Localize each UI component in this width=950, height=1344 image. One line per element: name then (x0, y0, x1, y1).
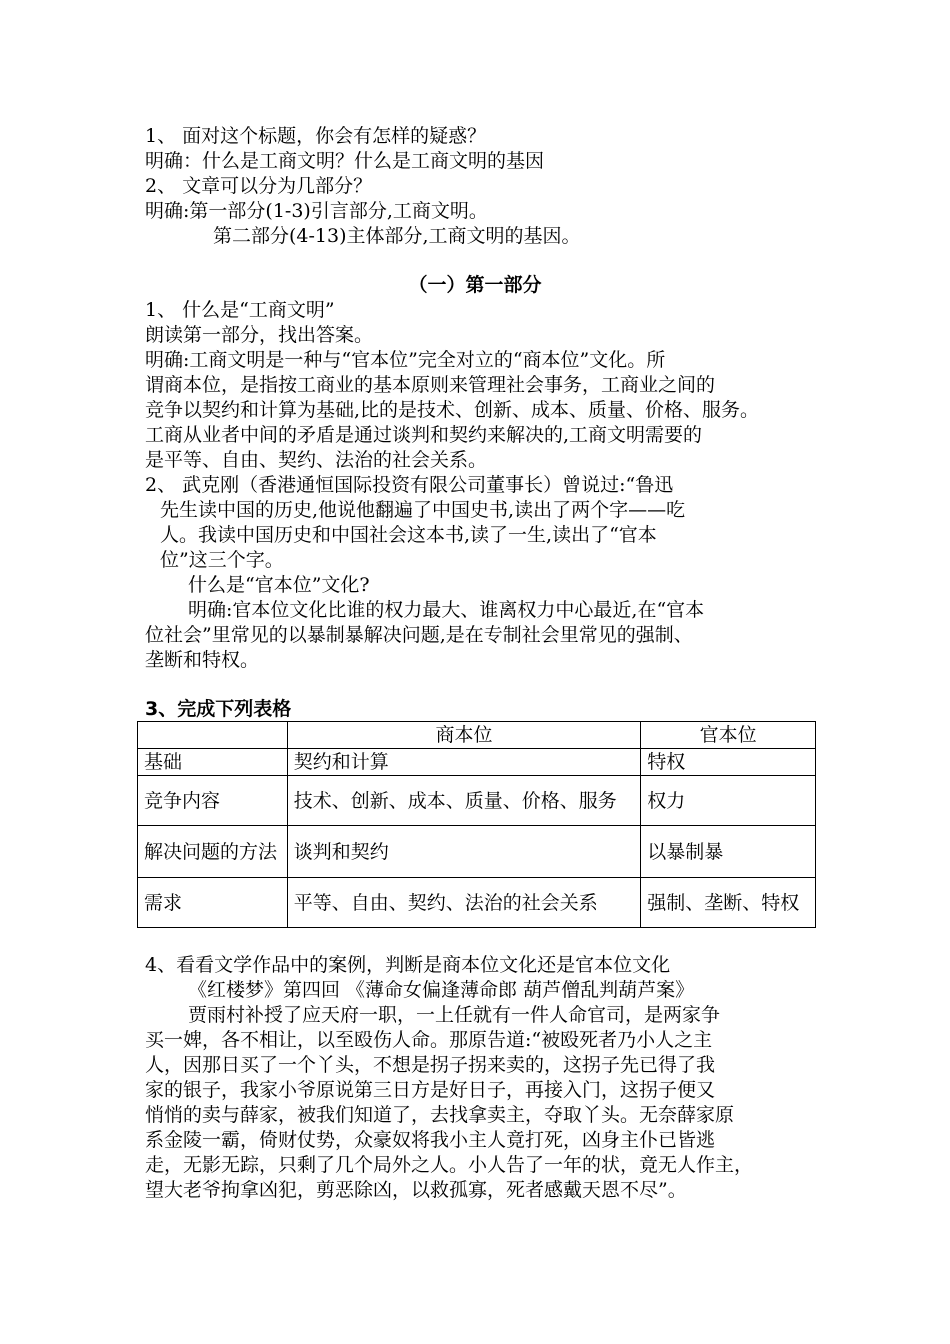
read-instruction: 朗读第一部分，找出答案。 (145, 324, 374, 346)
section-question-1: 1、 什么是“工商文明” (145, 299, 335, 321)
table-header-cell (138, 722, 288, 749)
literary-source: 《红楼梦》第四回 《薄命女偏逢薄命郎 葫芦僧乱判葫芦案》 (188, 979, 695, 1001)
answer-paragraph-line: 竞争以契约和计算为基础,比的是技术、创新、成本、质量、价格、服务。 (145, 399, 760, 421)
answer-paragraph-line: 谓商本位，是指按工商业的基本原则来管理社会事务，工商业之间的 (145, 374, 716, 396)
answer-paragraph-line: 工商从业者中间的矛盾是通过谈判和契约来解决的,工商文明需要的 (145, 424, 703, 446)
case-paragraph-line: 系金陵一霸，倚财仗势，众豪奴将我小主人竟打死，凶身主仆已皆逃 (145, 1129, 716, 1151)
table-cell: 契约和计算 (287, 749, 640, 776)
answer-1: 明确：什么是工商文明？什么是工商文明的基因 (145, 150, 545, 172)
case-paragraph-line: 买一婢，各不相让，以至殴伤人命。那原告道:“被殴死者乃小人之主 (145, 1029, 713, 1051)
table-title: 3、完成下列表格 (145, 698, 292, 720)
case-paragraph-line: 走，无影无踪，只剩了几个局外之人。小人告了一年的状，竟无人作主， (145, 1154, 754, 1176)
answer-2-part-1: 明确:第一部分(1-3)引言部分,工商文明。 (145, 200, 488, 222)
table-cell: 以暴制暴 (641, 826, 816, 878)
table-cell: 谈判和契约 (287, 826, 640, 878)
guanbenwei-question: 什么是“官本位”文化? (188, 574, 370, 596)
answer-paragraph-line: 是平等、自由、契约、法治的社会关系。 (145, 449, 488, 471)
table-cell: 基础 (138, 749, 288, 776)
answer-2-paragraph-line: 明确:官本位文化比谁的权力最大、谁离权力中心最近,在“官本 (188, 599, 705, 621)
table-cell: 平等、自由、契约、法治的社会关系 (287, 878, 640, 928)
table-row (138, 826, 816, 878)
answer-2-part-2: 第二部分(4-13)主体部分,工商文明的基因。 (213, 225, 581, 247)
table-header-row (138, 722, 816, 749)
answer-2-paragraph-line: 垄断和特权。 (145, 649, 260, 671)
table-cell: 解决问题的方法 (138, 826, 288, 878)
case-paragraph-line: 家的银子，我家小爷原说第三日方是好日子，再接入门，这拐子便又 (145, 1079, 716, 1101)
table-cell: 技术、创新、成本、质量、价格、服务 (287, 776, 640, 826)
case-paragraph-line: 悄悄的卖与薛家，被我们知道了，去找拿卖主，夺取丫头。无奈薛家原 (145, 1104, 735, 1126)
table-row (138, 749, 816, 776)
table-cell: 竞争内容 (138, 776, 288, 826)
comparison-table (137, 721, 816, 928)
table-cell: 权力 (641, 776, 816, 826)
table-cell: 需求 (138, 878, 288, 928)
table-header-cell: 官本位 (641, 722, 816, 749)
question-2: 2、 文章可以分为几部分？ (145, 175, 373, 197)
quote-paragraph-line: 2、 武克刚（香港通恒国际投资有限公司董事长）曾说过:“鲁迅 (145, 474, 674, 496)
quote-paragraph-line: 人。我读中国历史和中国社会这本书,读了一生,读出了“官本 (160, 524, 657, 546)
question-1: 1、 面对这个标题，你会有怎样的疑惑？ (145, 125, 487, 147)
table-cell: 强制、垄断、特权 (641, 878, 816, 928)
table-row (138, 776, 816, 826)
section-heading: （一）第一部分 (408, 274, 542, 296)
answer-paragraph-line: 明确:工商文明是一种与“官本位”完全对立的“商本位”文化。所 (145, 349, 666, 371)
case-paragraph-line: 望大老爷拘拿凶犯，剪恶除凶，以救孤寡，死者感戴天恩不尽”。 (145, 1179, 687, 1201)
quote-paragraph-line: 位”这三个字。 (160, 549, 284, 571)
table-cell: 特权 (641, 749, 816, 776)
case-paragraph-line: 贾雨村补授了应天府一职，一上任就有一件人命官司，是两家争 (188, 1004, 721, 1026)
answer-2-paragraph-line: 位社会”里常见的以暴制暴解决问题,是在专制社会里常见的强制、 (145, 624, 693, 646)
table-header-cell: 商本位 (287, 722, 640, 749)
table-row (138, 878, 816, 928)
section-4-question: 4、看看文学作品中的案例，判断是商本位文化还是官本位文化 (145, 954, 671, 976)
quote-paragraph-line: 先生读中国的历史,他说他翻遍了中国史书,读出了两个字——吃 (160, 499, 686, 521)
case-paragraph-line: 人，因那日买了一个丫头，不想是拐子拐来卖的，这拐子先已得了我 (145, 1054, 716, 1076)
